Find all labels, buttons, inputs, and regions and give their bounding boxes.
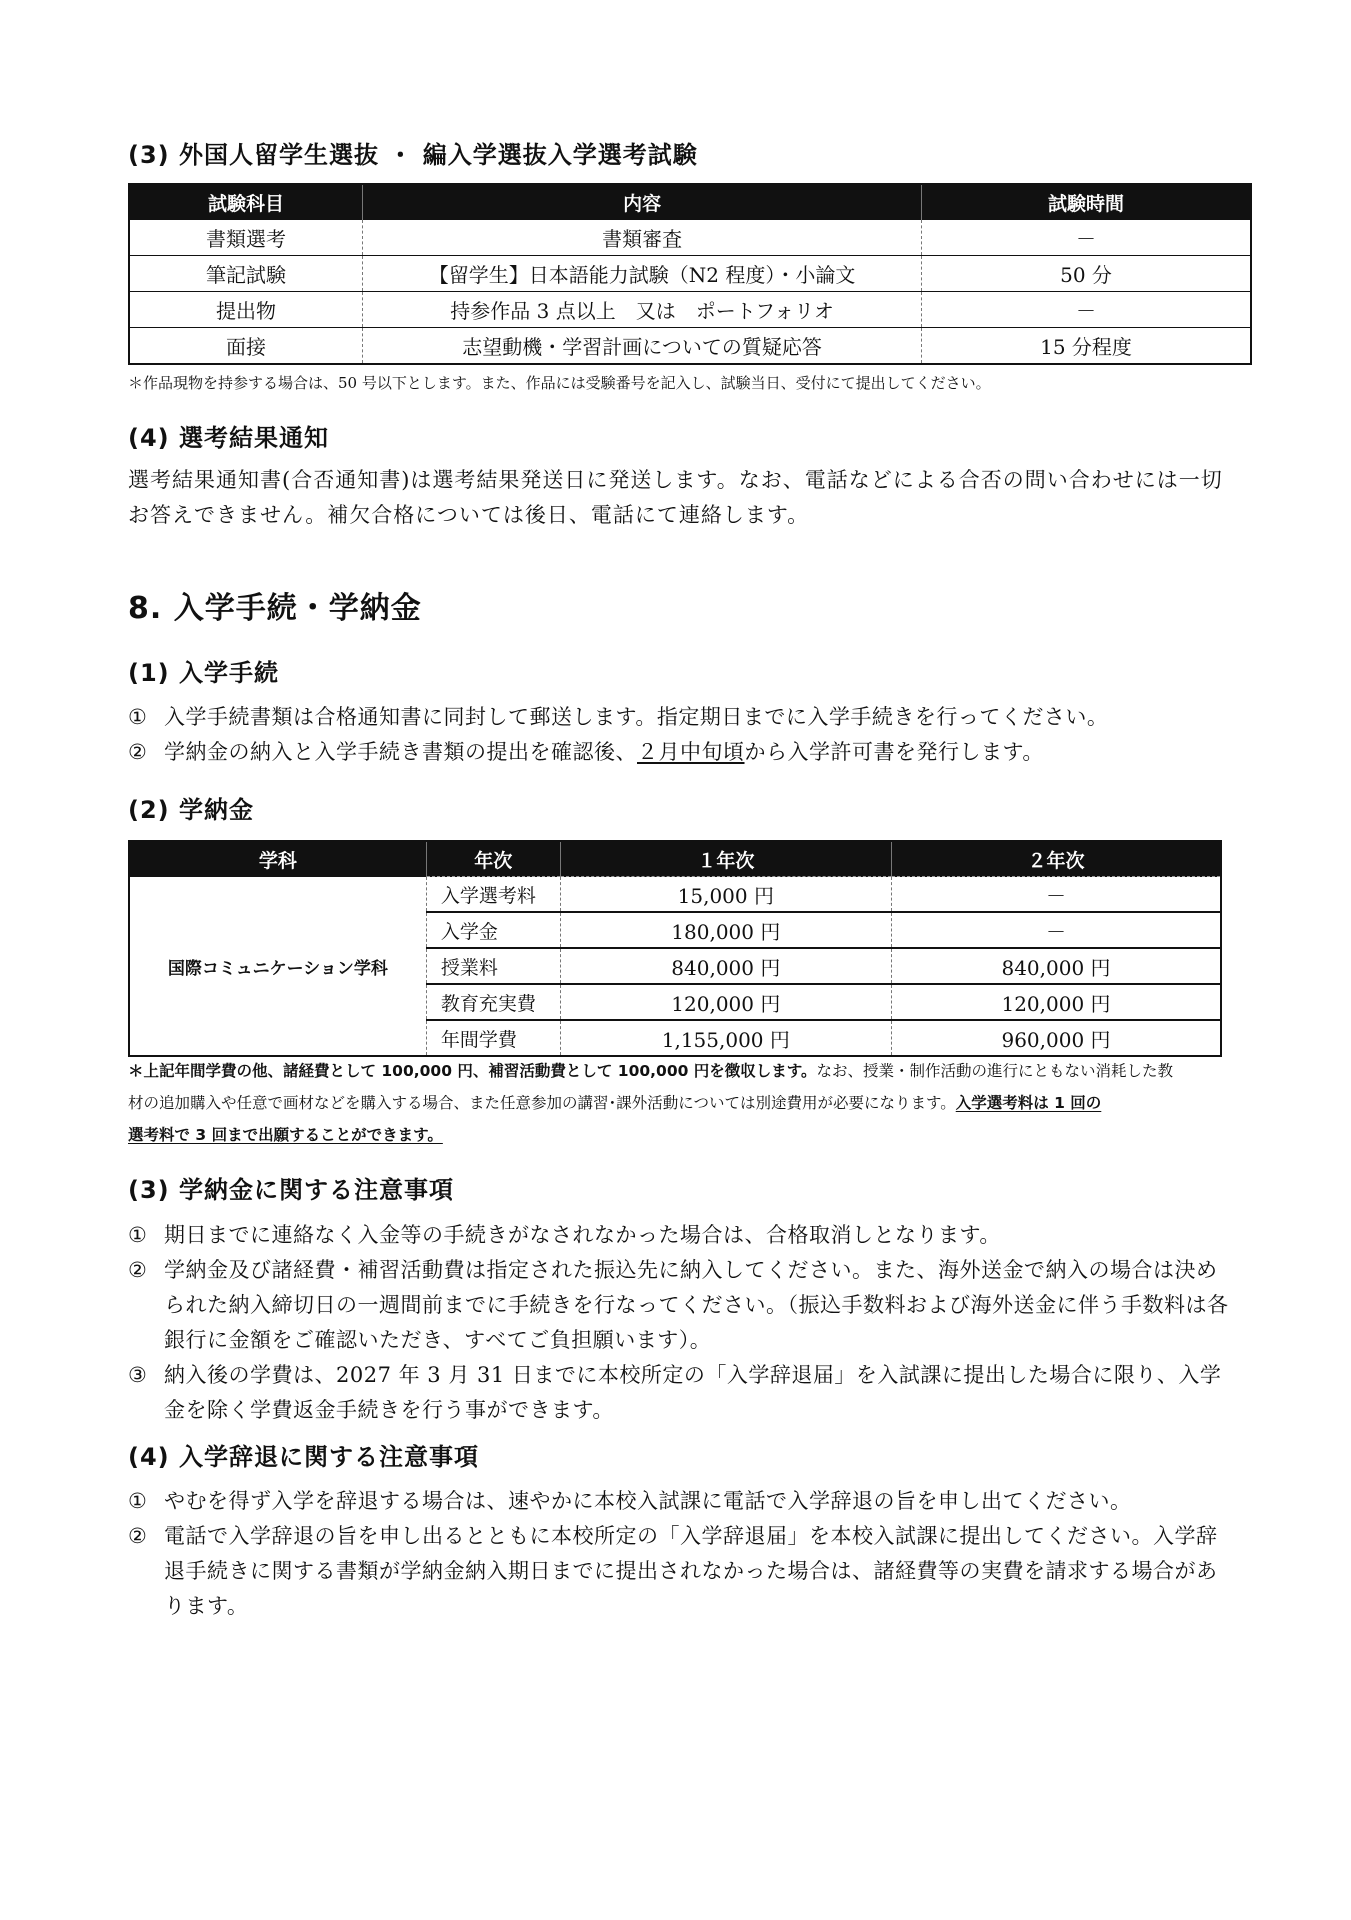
list-marker: ①: [128, 1223, 148, 1247]
table-row: [129, 292, 1251, 328]
fee-col-year1: １年次: [560, 841, 891, 877]
fee-col-year2: ２年次: [892, 841, 1221, 877]
table-row: [129, 328, 1251, 365]
caution-item-1: 期日までに連絡なく入金等の手続きがなされなかった場合は、合格取消しとなります。: [164, 1223, 1001, 1247]
exam-table-header: [129, 184, 1251, 220]
fee-year2: －: [892, 912, 1221, 948]
fee-item: 入学金: [426, 912, 560, 948]
fee-table: [128, 840, 1222, 1057]
fee-year2: 840,000 円: [892, 948, 1221, 984]
exam-time: －: [922, 220, 1251, 256]
caution-section-heading: (3) 学納金に関する注意事項: [128, 1176, 454, 1204]
fee-year1: 840,000 円: [560, 948, 891, 984]
result-section-heading: (4) 選考結果通知: [128, 424, 329, 452]
exam-col-time: 試験時間: [922, 184, 1251, 220]
withdraw-list: [128, 1484, 1238, 1624]
exam-subject: 筆記試験: [129, 256, 363, 292]
fee-col-year: 年次: [426, 841, 560, 877]
fee-year1: 120,000 円: [560, 984, 891, 1020]
fee-item: 授業料: [426, 948, 560, 984]
fee-year2: 120,000 円: [892, 984, 1221, 1020]
list-item: [128, 700, 1238, 735]
fee-note-line2: 材の追加購入や任意で画材などを購入する場合、また任意参加の講習･課外活動については別途費用が必要になります。: [128, 1094, 956, 1112]
exam-subject: 書類選考: [129, 220, 363, 256]
chapter-heading: 8. 入学手続・学納金: [128, 591, 422, 626]
fee-department: 国際コミュニケーション学科: [129, 877, 426, 1057]
withdraw-item-2: 電話で入学辞退の旨を申し出るとともに本校所定の「入学辞退届」を本校入試課に提出してください。入学辞退手続きに関する書類が学納金納入期日までに提出されなかった場合は、諸経費等の実費を請求する場合があります。: [164, 1524, 1218, 1618]
list-item: [128, 1358, 1238, 1428]
fee-year1: 180,000 円: [560, 912, 891, 948]
caution-list: [128, 1218, 1238, 1428]
fee-item: 年間学費: [426, 1020, 560, 1056]
exam-content: 書類審査: [363, 220, 922, 256]
fee-year2: －: [892, 877, 1221, 913]
procedure-list: [128, 700, 1238, 770]
exam-time: 50 分: [922, 256, 1251, 292]
exam-table: [128, 183, 1252, 365]
list-item: [128, 1218, 1238, 1253]
table-row: [129, 220, 1251, 256]
fee-note-line2-bold: 入学選考料は 1 回の: [955, 1094, 1102, 1112]
table-row: [129, 256, 1251, 292]
list-marker: ②: [128, 1524, 148, 1548]
exam-content: 【留学生】日本語能力試験（N2 程度）・小論文: [363, 256, 922, 292]
list-item: [128, 1253, 1238, 1358]
result-text: 選考結果通知書(合否通知書)は選考結果発送日に発送します。なお、電話などによる合否の問い合わせには一切お答えできません。補欠合格については後日、電話にて連絡します。: [128, 468, 1223, 527]
fee-note-line3-bold: 選考料で 3 回まで出願することができます。: [128, 1126, 443, 1144]
fee-year1: 1,155,000 円: [560, 1020, 891, 1056]
fee-item: 入学選考料: [426, 877, 560, 913]
exam-content: 持参作品 3 点以上 又は ポートフォリオ: [363, 292, 922, 328]
procedure-section-heading: (1) 入学手続: [128, 659, 279, 687]
list-marker: ①: [128, 1489, 148, 1513]
fee-note: [128, 1055, 1173, 1151]
exam-time: 15 分程度: [922, 328, 1251, 365]
list-marker: ①: [128, 705, 148, 729]
list-marker: ②: [128, 1258, 148, 1282]
fee-year1: 15,000 円: [560, 877, 891, 913]
exam-col-content: 内容: [363, 184, 922, 220]
fee-table-header: [129, 841, 1221, 877]
fee-col-department: 学科: [129, 841, 426, 877]
withdraw-item-1: やむを得ず入学を辞退する場合は、速やかに本校入試課に電話で入学辞退の旨を申し出てください。: [164, 1489, 1132, 1513]
exam-note: ＊作品現物を持参する場合は、50 号以下とします。また、作品には受験番号を記入し、試験当日、受付にて提出してください。: [128, 374, 991, 392]
fee-year2: 960,000 円: [892, 1020, 1221, 1056]
fee-note-bold: ＊上記年間学費の他、諸経費として 100,000 円、補習活動費として 100,000 円を徴収します。: [128, 1062, 817, 1080]
list-item: [128, 735, 1238, 770]
list-item: [128, 1519, 1238, 1624]
exam-col-subject: 試験科目: [129, 184, 363, 220]
fee-item: 教育充実費: [426, 984, 560, 1020]
procedure-item-2-date: ２月中旬頃: [637, 740, 745, 764]
list-marker: ②: [128, 740, 148, 764]
table-row: [129, 877, 1221, 913]
exam-subject: 面接: [129, 328, 363, 365]
caution-item-3: 納入後の学費は、2027 年 3 月 31 日までに本校所定の「入学辞退届」を入試課に提出した場合に限り、入学金を除く学費返金手続きを行う事ができます。: [164, 1363, 1222, 1422]
withdraw-section-heading: (4) 入学辞退に関する注意事項: [128, 1443, 479, 1471]
list-marker: ③: [128, 1363, 148, 1387]
procedure-item-2-post: から入学許可書を発行します。: [744, 740, 1044, 764]
fee-note-line1: なお、授業・制作活動の進行にともない消耗した教: [816, 1062, 1174, 1080]
fee-section-heading: (2) 学納金: [128, 796, 254, 824]
exam-time: －: [922, 292, 1251, 328]
procedure-item-2-pre: 学納金の納入と入学手続き書類の提出を確認後、: [164, 740, 637, 764]
caution-item-2: 学納金及び諸経費・補習活動費は指定された振込先に納入してください。また、海外送金で納入の場合は決められた納入締切日の一週間前までに手続きを行なってください。（振込手数料および海外送金に伴う手数料は各銀行に金額をご確認いただき、すべてご負担願います）。: [164, 1258, 1229, 1352]
exam-content: 志望動機・学習計画についての質疑応答: [363, 328, 922, 365]
procedure-item-1: 入学手続書類は合格通知書に同封して郵送します。指定期日までに入学手続きを行ってください。: [164, 705, 1109, 729]
exam-subject: 提出物: [129, 292, 363, 328]
exam-section-heading: (3) 外国人留学生選抜 ・ 編入学選抜入学選考試験: [128, 141, 698, 169]
list-item: [128, 1484, 1238, 1519]
